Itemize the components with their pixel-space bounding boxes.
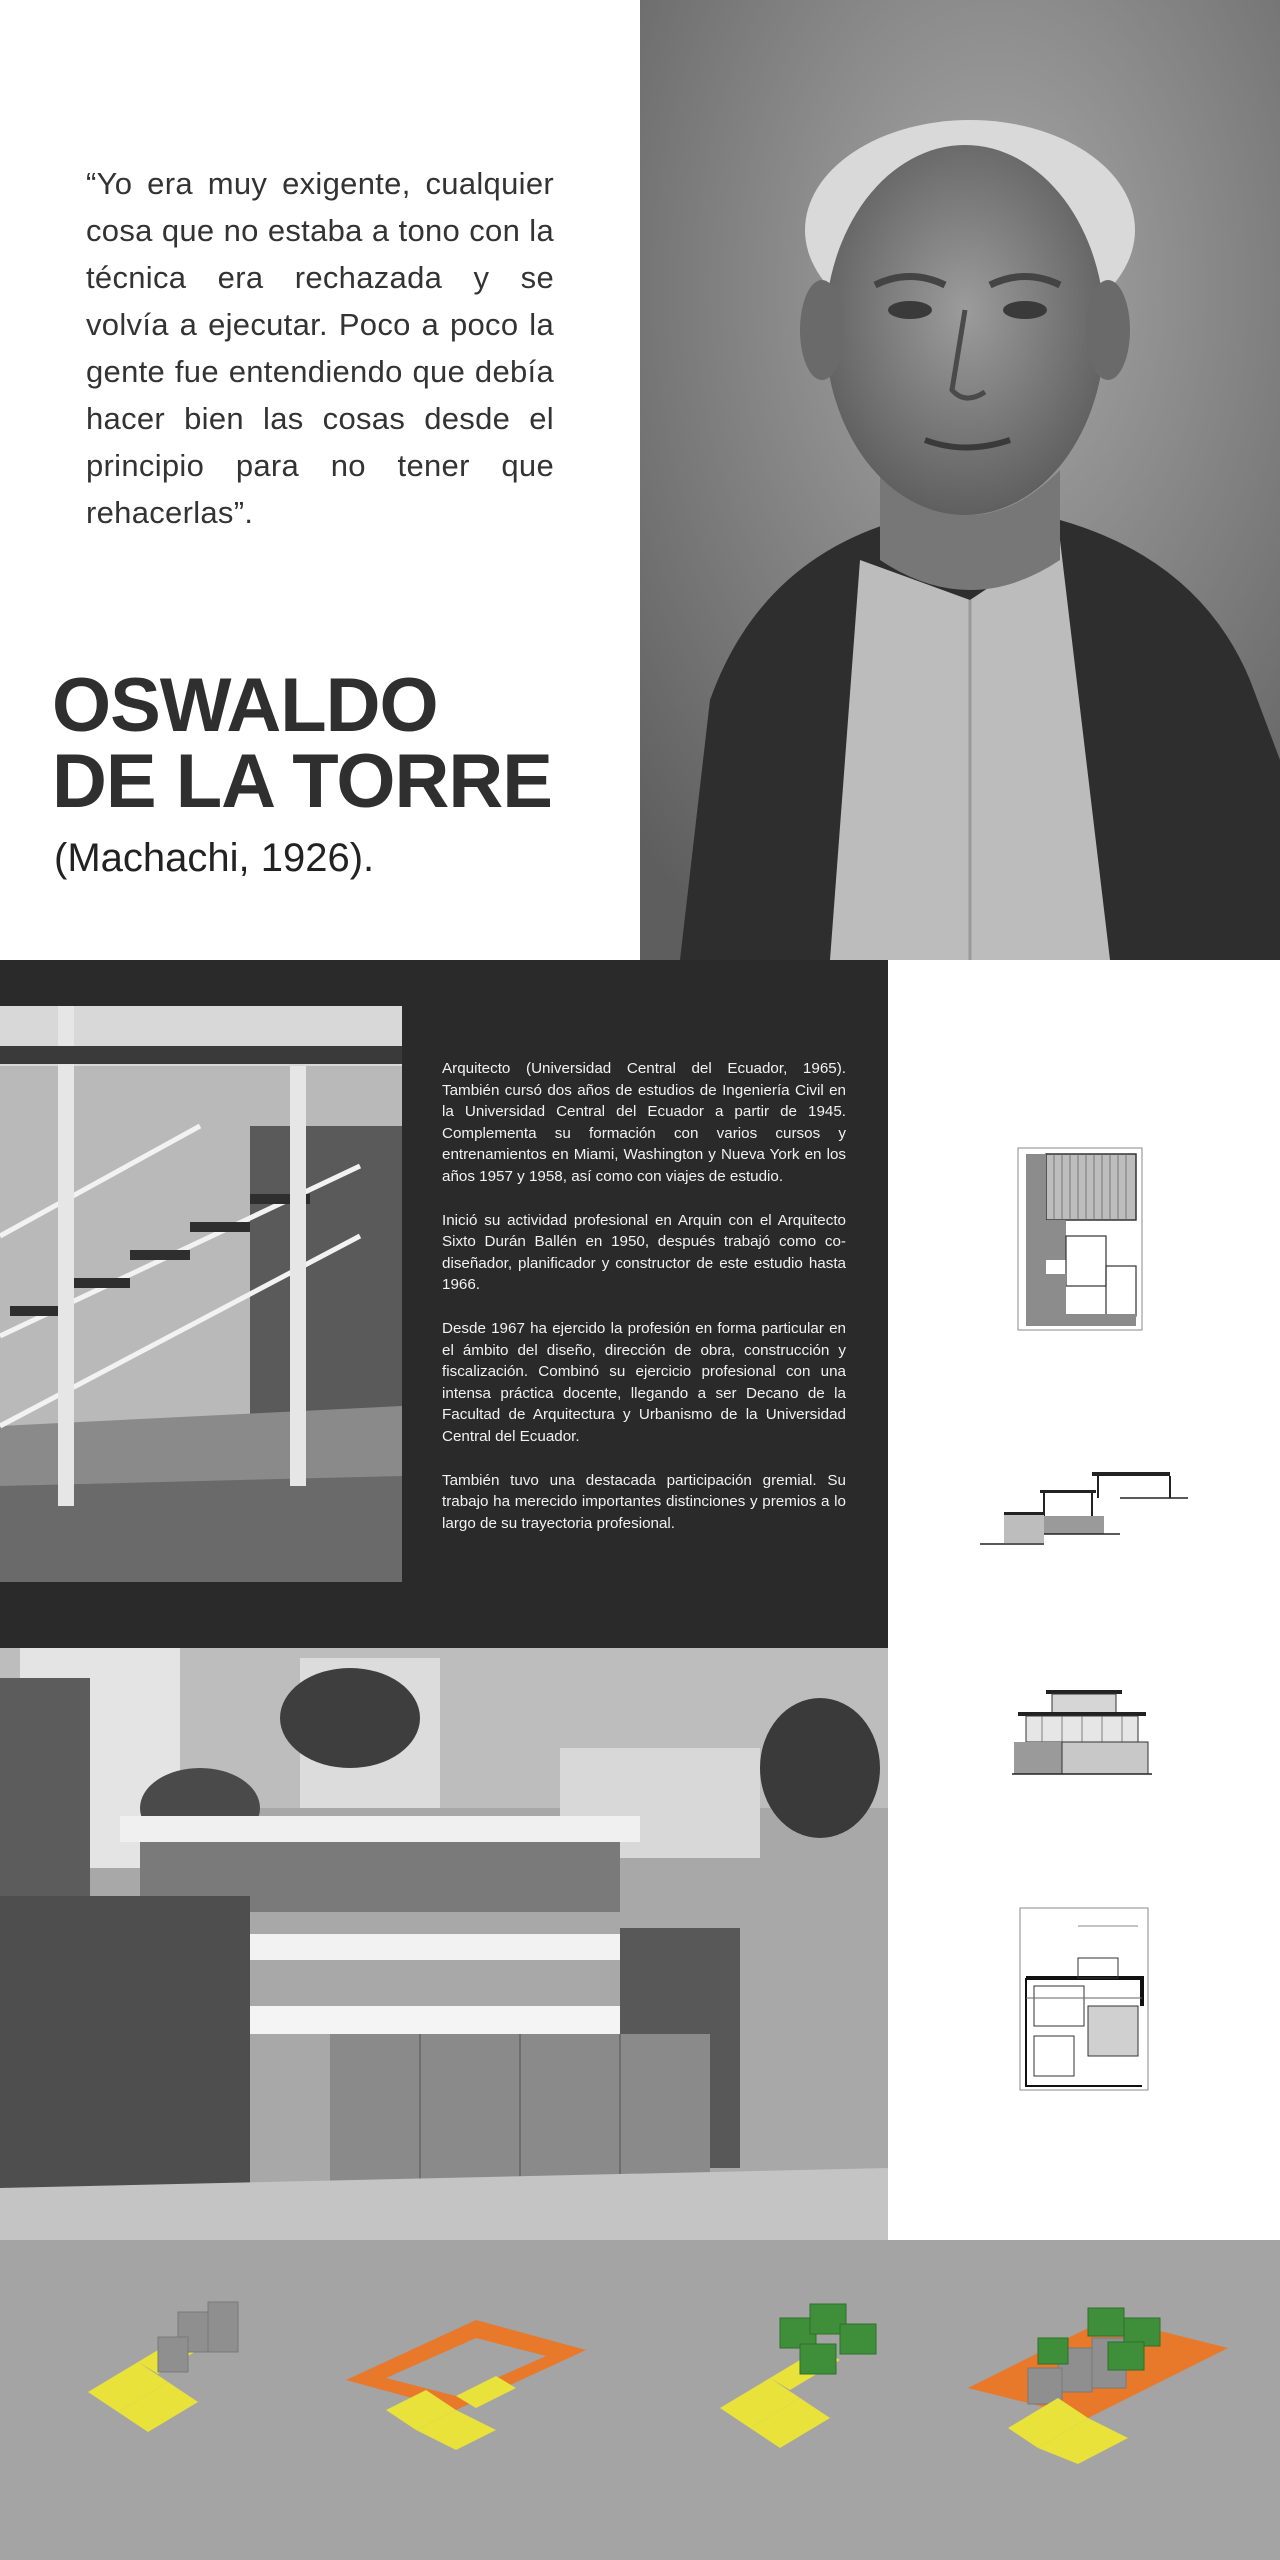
portrait-photo	[640, 0, 1280, 960]
isometric-diagrams-band	[0, 2240, 1280, 2560]
elevation-drawing	[1012, 1686, 1152, 1778]
birth-info: (Machachi, 1926).	[54, 836, 375, 880]
architect-name	[52, 663, 552, 824]
bio-paragraph-4: También tuvo una destacada participación gremial. Su trabajo ha merecido importantes distinciones y premios a lo largo de su trayectoria profesional.	[442, 1471, 846, 1532]
drawings-column	[888, 960, 1280, 2240]
floor-plan-drawing	[1016, 1146, 1144, 1332]
bio-paragraph-3: Desde 1967 ha ejercido la profesión en forma particular en el ámbito del diseño, dirección de obra, construcción y fiscalización. Combinó su ejercicio profesional con una intensa práctica docente, llegando a ser Decano de la Facultad de Arquitectura y Urbanismo de la Universidad Central del Ecuador.	[442, 1319, 846, 1445]
quote-text: “Yo era muy exigente, cualquier cosa que no estaba a tono con la técnica era rechazada y se volvía a ejecutar. Poco a poco la gente fue entendiendo que debía hacer bien las cosas desde el principio para no tener que rehacerlas”.	[86, 166, 554, 530]
isometric-diagram-2	[346, 2300, 586, 2460]
section-drawing	[980, 1468, 1188, 1552]
bio-paragraph-2: Inició su actividad profesional en Arquin con el Arquitecto Sixto Durán Ballén en 1950, después trabajó como co-diseñador, planificador y constructor de este estudio hasta 1966.	[442, 1211, 846, 1294]
isometric-diagram-1	[78, 2282, 248, 2442]
stair-photo	[0, 1006, 402, 1582]
bio-paragraph-1: Arquitecto (Universidad Central del Ecuador, 1965). También cursó dos años de estudios de Ingeniería Civil en la Universidad Central del Ecuador a partir de 1945. Complementa su formación con varios cursos y entrenamientos en Miami, Washington y Nueva York en los años 1957 y 1958, así como con viajes de estudio.	[442, 1060, 846, 1185]
isometric-diagram-3	[710, 2298, 890, 2458]
bio-text	[442, 1058, 846, 1556]
name-line-2: DE LA TORRE	[52, 739, 552, 824]
name-line-1: OSWALDO	[52, 663, 438, 748]
upper-floor-plan-drawing	[1018, 1906, 1150, 2092]
isometric-diagram-4	[968, 2298, 1228, 2468]
house-photo	[0, 1648, 888, 2240]
